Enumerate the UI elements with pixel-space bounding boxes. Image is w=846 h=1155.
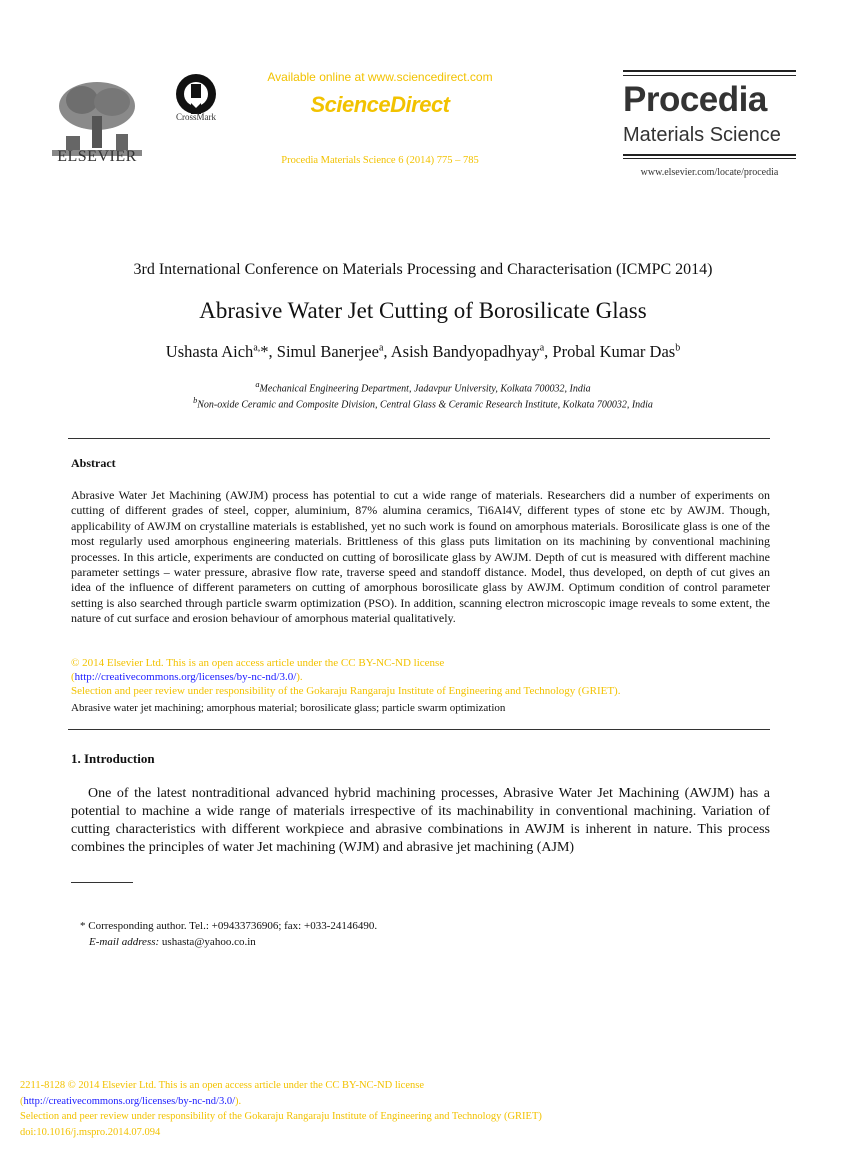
email-label: E-mail address: xyxy=(89,936,160,948)
license-paren: ( xyxy=(71,671,75,683)
footer-peer-review: Selection and peer review under responsibility of the Gokaraju Rangaraju Institute of Engineering and Technology (GRIET) xyxy=(20,1111,542,1122)
email-address[interactable]: ushasta@yahoo.co.in xyxy=(161,936,256,948)
sciencedirect-logo: ScienceDirect xyxy=(310,92,450,117)
author-mark: b xyxy=(675,342,681,354)
abstract-heading: Abstract xyxy=(71,456,116,470)
author-name: Probal Kumar Das xyxy=(552,342,676,361)
author-name: Asish Bandyopadhyay xyxy=(390,342,540,361)
page-footer xyxy=(20,1078,820,1140)
author-mark: a xyxy=(378,342,384,354)
license-paren: ). xyxy=(296,671,303,683)
section-rule xyxy=(68,438,770,439)
author-list: Ushasta Aich$^{a,}$*, Simul Banerjee$^a$, Asish Bandyopadhyay$^a$, Probal Kumar Das$^b$ xyxy=(165,342,681,361)
license-block xyxy=(71,656,770,698)
author-name: Ushasta Aich xyxy=(165,342,254,361)
availability-line[interactable]: Available online at www.sciencedirect.com xyxy=(267,70,493,84)
peer-review-statement: Selection and peer review under responsibility of the Gokaraju Rangaraju Institute of Engineering and Technology (GRIET). xyxy=(71,685,621,697)
keywords: Abrasive water jet machining; amorphous material; borosilicate glass; particle swarm optimization xyxy=(71,702,506,714)
journal-brand: Procedia xyxy=(623,80,767,119)
affiliation-mark: a xyxy=(255,380,260,389)
corresponding-author-note: * Corresponding author. Tel.: +09433736906; fax: +033-24146490. xyxy=(80,920,378,932)
footnote-rule xyxy=(71,882,133,883)
section-heading: 1. Introduction xyxy=(71,751,155,766)
crossmark-label: CrossMark xyxy=(176,112,216,122)
section-rule xyxy=(68,729,770,730)
abstract-body: Abrasive Water Jet Machining (AWJM) process has potential to cut a wide range of materials. Researchers did a number of experiments on cutting of different grades of steel, copper, aluminium, 87% alumina ceramics, Ti6Al4V, different types of stone etc by AWJM. Though, applicability of AWJM on crystalline materials is established, yet no such work is found on amorphous materials. Borosilicate glass is one of the most regularly used amorphous engineering materials. Brittleness of this glass puts limitation on its machining by conventional machining processes. In this article, experiments are conducted on cutting of borosilicate glass by AWJM. Depth of cut is measured with different machine parameter settings – water pressure, abrasive flow rate, traverse speed and standoff distance. Model, thus developed, on depth of cut gives an idea of the influence of different parameters on cutting of amorphous borosilicate glass by AWJM. Optimum condition of control parameter setting is also searched through particle swarm optimization (PSO). In addition, scanning electron microscopic image reveals to some extent, the nature of cut surface and erosion behaviour of amorphous material qualitatively. xyxy=(71,488,770,626)
paper-title: Abrasive Water Jet Cutting of Borosilicate Glass xyxy=(199,298,647,323)
author-mark: a xyxy=(539,342,545,354)
doi-line[interactable]: doi:10.1016/j.mspro.2014.07.094 xyxy=(20,1126,161,1138)
affiliation xyxy=(0,396,846,410)
author-name: Simul Banerjee xyxy=(276,342,379,361)
license-link[interactable]: http://creativecommons.org/licenses/by-nc-nd/3.0/ xyxy=(74,671,297,683)
issn-line: 2211-8128 © 2014 Elsevier Ltd. This is an open access article under the CC BY-NC-ND license xyxy=(20,1080,424,1091)
email-note xyxy=(89,936,256,948)
intro-paragraph: One of the latest nontraditional advanced hybrid machining processes, Abrasive Water Jet Machining (AWJM) has a potential to machine a wide range of materials irrespective of its machinability in conventional machining. Variation of cutting characteristics with different workpiece and abrasive combinations in AWJM is inherent in nature. This process combines the principles of water Jet machining (WJM) and abrasive jet machining (AJM) xyxy=(71,786,770,855)
masthead-rule xyxy=(623,70,796,72)
masthead-rule xyxy=(623,154,796,156)
affiliation-text: Mechanical Engineering Department, Jadavpur University, Kolkata 700032, India xyxy=(259,383,591,395)
author-mark: a, xyxy=(253,342,261,354)
masthead-rule xyxy=(623,158,796,159)
publisher-name: ELSEVIER xyxy=(57,148,137,165)
journal-citation: Procedia Materials Science 6 (2014) 775 – 785 xyxy=(281,155,479,166)
license-statement: © 2014 Elsevier Ltd. This is an open access article under the CC BY-NC-ND license xyxy=(71,657,445,669)
corresponding-mark: * xyxy=(260,342,269,361)
footer-license-link[interactable]: http://creativecommons.org/licenses/by-nc-nd/3.0/ xyxy=(23,1095,236,1107)
affiliation xyxy=(0,380,846,394)
affiliation-mark: b xyxy=(193,396,198,405)
affiliation-text: Non-oxide Ceramic and Composite Division, Central Glass & Ceramic Research Institute, Kolkata 700032, India xyxy=(197,399,653,411)
journal-url[interactable]: www.elsevier.com/locate/procedia xyxy=(640,167,779,178)
masthead-rule xyxy=(623,75,796,76)
footer-paren: ). xyxy=(235,1095,242,1107)
journal-brand-sub: Materials Science xyxy=(623,124,781,146)
conference-name: 3rd International Conference on Materials Processing and Characterisation (ICMPC 2014) xyxy=(133,261,713,278)
footer-paren: ( xyxy=(20,1095,24,1107)
